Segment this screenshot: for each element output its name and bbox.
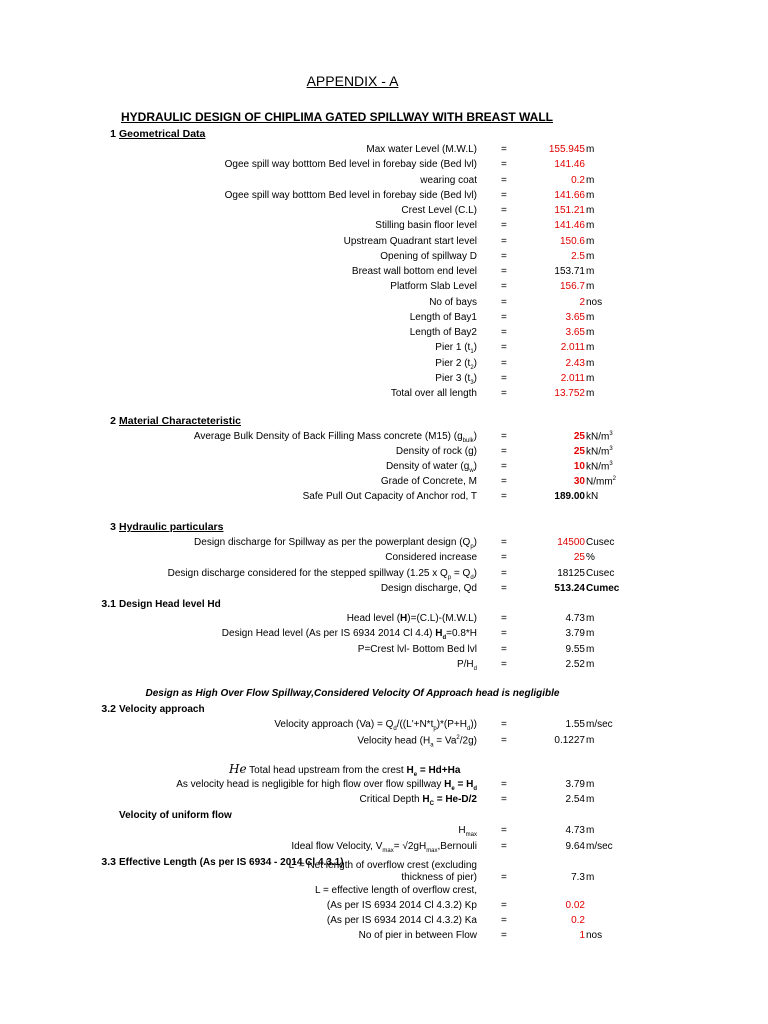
section-3-title: Hydraulic particulars — [119, 521, 224, 533]
unit-text: m — [586, 250, 595, 262]
geo-value: 2.011 — [560, 372, 585, 384]
geo-label — [7, 205, 477, 216]
section-1-title: Geometrical Data — [119, 128, 206, 140]
geo-label — [7, 373, 477, 386]
geo-unit — [586, 358, 594, 369]
equals-sign: = — [501, 461, 507, 472]
equals-sign: = — [501, 613, 507, 624]
equals-sign: = — [501, 327, 507, 338]
equals-sign: = — [501, 281, 507, 293]
section-2-title: Material Characteteristic — [119, 415, 241, 427]
equals-sign: = — [501, 719, 507, 730]
unit-text: Cusec — [586, 537, 615, 548]
label-text: ) — [473, 537, 477, 548]
head-unit: m — [586, 658, 595, 670]
design-note: Design as High Over Flow Spillway,Considered Velocity Of Approach head is negligible — [145, 688, 560, 699]
critical-depth-value: 2.54 — [565, 794, 585, 805]
label-subscript: d — [442, 635, 447, 642]
equals-sign: = — [501, 658, 507, 670]
label-subscript: p — [470, 544, 474, 550]
label-subscript: w — [469, 468, 474, 474]
hyd-label — [7, 583, 477, 594]
velocity-head-value: 0.1227 — [554, 735, 585, 746]
geo-unit — [586, 236, 594, 247]
geo-value: 150.6 — [559, 235, 585, 247]
geo-label — [7, 327, 477, 338]
section-3-number: 3 — [110, 521, 116, 533]
mat-label — [7, 431, 477, 444]
net-length-label-line2: thickness of pier) — [401, 872, 477, 883]
document-subtitle: HYDRAULIC DESIGN OF CHIPLIMA GATED SPILLWAY WITH BREAST WALL — [121, 110, 554, 124]
equals-sign: = — [501, 266, 507, 277]
label-text: Stilling basin floor level — [375, 220, 477, 232]
geo-label — [7, 175, 477, 186]
label-subscript: 1 — [470, 349, 474, 356]
equals-sign: = — [501, 431, 507, 442]
equals-sign: = — [501, 205, 507, 216]
hyd-unit — [586, 552, 595, 563]
hmax-value: 4.73 — [565, 825, 585, 836]
head-label — [7, 659, 477, 672]
label-text: Pier 2 (t — [435, 357, 471, 369]
equals-sign: = — [501, 552, 507, 564]
label-text: Design discharge for Spillway as per the powerplant design (Q — [194, 537, 471, 548]
label-text: Design discharge considered for the stepped spillway (1.25 x Q — [167, 567, 448, 579]
label-subscript: p — [447, 574, 452, 581]
equals-sign: = — [501, 296, 507, 308]
geo-value: 2.43 — [565, 357, 585, 369]
label-text: Density of water (g — [385, 461, 470, 472]
unit-text: N/mm — [586, 476, 613, 488]
section-3-3-number: 3.3 — [101, 856, 116, 868]
equals-sign: = — [501, 388, 507, 399]
label-text: Design discharge, Qd — [380, 582, 477, 594]
label-subscript: d — [473, 665, 477, 672]
hyd-value: 14500 — [557, 537, 585, 548]
mat-label — [7, 461, 477, 474]
label-text: Length of Bay2 — [409, 327, 477, 338]
label-text: ) — [473, 431, 477, 442]
net-length-value: 7.3 — [571, 872, 585, 883]
label-subscript: bulk — [462, 438, 474, 444]
geo-unit — [586, 388, 594, 399]
unit-text: m — [586, 174, 595, 186]
equals-sign: = — [501, 235, 507, 247]
velocity-head-label: Velocity head $(H_a = Va^2/2g)$ — [357, 735, 477, 749]
label-text: =0.8*H — [446, 628, 477, 640]
equals-sign: = — [501, 220, 507, 232]
geo-unit — [586, 220, 594, 231]
geo-unit — [586, 144, 594, 155]
unit-text: m — [586, 281, 595, 293]
unit-text: m — [586, 220, 595, 232]
unit-text: m — [586, 342, 595, 354]
label-text: P/H — [456, 658, 474, 670]
equals-sign: = — [501, 446, 507, 457]
hyd-label — [7, 552, 477, 563]
hyd-label — [7, 537, 477, 550]
geo-unit — [586, 205, 594, 216]
hyd-label — [7, 568, 477, 581]
geo-unit — [586, 190, 594, 201]
geo-label — [7, 159, 477, 170]
mat-unit — [586, 491, 598, 502]
label-text: Head level ( — [346, 613, 401, 624]
ideal-velocity-unit: m/sec — [586, 841, 613, 852]
section-1-number: 1 — [110, 128, 116, 140]
pier-count-value: 1 — [579, 930, 585, 941]
unit-text: m — [586, 372, 595, 384]
equals-sign: = — [501, 537, 507, 548]
label-text: Upstream Quadrant start level — [343, 235, 477, 247]
equals-sign: = — [501, 915, 507, 926]
geo-unit — [586, 266, 594, 277]
unit-text: kN/m — [586, 431, 610, 443]
hmax-label: $H_{max}$ — [458, 825, 477, 838]
mat-unit — [586, 446, 613, 457]
effective-length-label: L = effective length of overflow crest, — [314, 885, 477, 896]
section-3-2-number: 3.2 — [101, 703, 116, 715]
equals-sign: = — [501, 250, 507, 262]
head-label — [7, 613, 477, 624]
label-text: Breast wall bottom end level — [351, 266, 477, 277]
geo-unit — [586, 251, 594, 262]
head-unit: m — [586, 613, 595, 624]
unit-text: kN — [586, 491, 599, 502]
unit-text: m — [586, 235, 595, 247]
section-3-2-title: Velocity approach — [119, 704, 205, 715]
label-text: Crest Level (C.L) — [401, 205, 477, 216]
label-text: ) — [473, 461, 477, 472]
geo-label — [7, 297, 477, 308]
geo-label — [7, 144, 477, 155]
geo-value: 155.945 — [548, 144, 585, 155]
unit-text: kN/m — [586, 461, 610, 473]
geo-label — [7, 236, 477, 247]
label-text: Platform Slab Level — [390, 281, 477, 293]
unit-superscript: 3 — [609, 431, 613, 437]
geo-value: 141.66 — [554, 189, 585, 201]
equals-sign: = — [501, 174, 507, 186]
unit-text: m — [586, 189, 595, 201]
geo-label — [7, 266, 477, 277]
hyd-value: 18125 — [557, 567, 585, 579]
equals-sign: = — [501, 900, 507, 911]
pier-count-label: No of pier in between Flow — [358, 930, 477, 941]
velocity-approach-label: Velocity approach $(Va) = Q_d/((L'+N*t_p)*(P+H_d))$ — [274, 719, 477, 732]
geo-label — [7, 251, 477, 262]
unit-text: m — [586, 205, 595, 216]
label-subscript: d — [470, 574, 474, 581]
uniform-flow-title: Velocity of uniform flow — [119, 810, 232, 821]
unit-text: m — [586, 388, 595, 399]
label-text: Total over all length — [390, 388, 477, 399]
equals-sign: = — [501, 311, 507, 323]
label-text: ) — [473, 342, 477, 354]
label-text: wearing coat — [420, 174, 477, 186]
equals-sign: = — [501, 872, 507, 883]
net-length-label-line1: L' = Net length of overflow crest (excluding — [288, 860, 477, 871]
geo-unit — [586, 373, 594, 384]
section-3-3-title: Effective Length (As per IS 6934 - 2014 Cl 4.3.1) — [119, 857, 344, 868]
equals-sign: = — [501, 372, 507, 384]
hyd-value: 25 — [573, 552, 585, 564]
geo-label — [7, 358, 477, 371]
mat-label — [7, 446, 477, 457]
equals-sign: = — [501, 159, 507, 171]
mat-value: 25 — [573, 446, 585, 457]
mat-value: 189.00 — [554, 491, 585, 502]
mat-value: 25 — [573, 431, 585, 442]
geo-value: 2.5 — [571, 250, 585, 262]
head-value: 9.55 — [565, 643, 585, 655]
mat-unit — [586, 476, 616, 487]
unit-text: m — [586, 266, 595, 277]
unit-superscript: 2 — [612, 476, 617, 482]
label-text: ) — [473, 567, 477, 579]
geo-unit — [586, 297, 602, 308]
label-text: Average Bulk Density of Back Filling Mass concrete (M15) (g — [193, 431, 463, 442]
equals-sign: = — [501, 794, 507, 805]
unit-superscript: 3 — [609, 461, 613, 467]
total-head-line: He Total head upstream from the crest $H_e = Hd+Ha$ — [229, 762, 461, 778]
head-value: 4.73 — [565, 613, 585, 624]
equals-sign: = — [501, 582, 507, 594]
unit-text: nos — [586, 296, 603, 308]
head-value: 3.79 — [565, 628, 585, 640]
pier-count-unit: nos — [586, 930, 603, 941]
ka-value: 0.2 — [571, 915, 585, 926]
unit-text: m — [586, 144, 595, 155]
head-unit: m — [586, 643, 595, 655]
equals-sign: = — [501, 476, 507, 487]
hyd-unit — [586, 583, 619, 594]
label-text: Considered increase — [385, 552, 477, 564]
label-text: Safe Pull Out Capacity of Anchor rod, T — [302, 491, 477, 502]
ideal-velocity-label: Ideal flow Velocity, $V_{max}=$ $√2gH_{max},Bernouli$ — [291, 841, 477, 854]
page-title: APPENDIX - A — [306, 73, 399, 89]
geo-value: 3.65 — [565, 311, 585, 323]
equals-sign: = — [501, 567, 507, 579]
equals-sign: = — [501, 825, 507, 836]
label-text: ) — [473, 372, 477, 384]
geo-unit — [586, 327, 594, 338]
geo-value: 13.752 — [554, 388, 585, 399]
label-text: Pier 3 (t — [435, 372, 471, 384]
mat-label — [7, 476, 477, 487]
label-subscript: 2 — [470, 364, 474, 371]
label-text: = Q — [451, 567, 471, 579]
hyd-value: 513.24 — [554, 582, 585, 594]
label-subscript: 3 — [470, 379, 474, 386]
negligible-head-label: As velocity head is negligible for high flow over flow spillway $H_e = H_d$ — [176, 779, 477, 792]
geo-unit — [586, 281, 594, 292]
section-3-1-number: 3.1 — [101, 598, 116, 610]
kp-label: (As per IS 6934 2014 Cl 4.3.2) Kp — [326, 900, 477, 911]
ideal-velocity-value: 9.64 — [565, 841, 585, 852]
unit-superscript: 3 — [609, 446, 613, 452]
equals-sign: = — [501, 841, 507, 852]
label-text: Pier 1 (t — [435, 342, 471, 354]
label-text: Grade of Concrete, M — [380, 476, 477, 487]
mat-unit — [586, 431, 613, 442]
critical-depth-label: Critical Depth $H_C = He-D/2$ — [359, 794, 477, 807]
velocity-approach-unit: m/sec — [586, 719, 613, 730]
geo-value: 141.46 — [554, 159, 585, 171]
equals-sign: = — [501, 144, 507, 155]
unit-text: Cusec — [586, 567, 615, 579]
geo-value: 0.2 — [571, 174, 585, 186]
geo-value: 153.71 — [554, 266, 585, 277]
geo-label — [7, 220, 477, 231]
label-text: Ogee spill way botttom Bed level in forebay side (Bed lvl) — [224, 189, 477, 201]
label-text: Length of Bay1 — [409, 311, 477, 323]
geo-value: 3.65 — [565, 327, 585, 338]
mat-unit — [586, 461, 613, 472]
unit-text: kN/m — [586, 446, 610, 458]
geo-unit — [586, 342, 594, 353]
hyd-unit — [586, 537, 614, 548]
mat-label — [7, 491, 477, 502]
velocity-head-unit: m — [586, 735, 595, 746]
unit-text: m — [586, 327, 595, 338]
geo-label — [7, 388, 477, 399]
equals-sign: = — [501, 779, 507, 790]
geo-value: 151.21 — [554, 205, 585, 216]
geo-label — [7, 312, 477, 323]
mat-value: 10 — [573, 461, 585, 472]
critical-depth-unit: m — [586, 794, 595, 805]
section-2-number: 2 — [110, 415, 116, 427]
kp-value: 0.02 — [565, 900, 585, 911]
label-text: Opening of spillway D — [380, 250, 477, 262]
equals-sign: = — [501, 628, 507, 640]
negligible-head-value: 3.79 — [565, 779, 585, 790]
hmax-unit: m — [586, 825, 595, 836]
geo-value: 156.7 — [559, 281, 585, 293]
equals-sign: = — [501, 357, 507, 369]
net-length-unit: m — [586, 872, 595, 883]
label-text: No of bays — [429, 296, 477, 308]
hyd-unit — [586, 568, 614, 579]
velocity-approach-value: 1.55 — [565, 719, 585, 730]
equals-sign: = — [501, 643, 507, 655]
equals-sign: = — [501, 342, 507, 354]
equals-sign: = — [501, 189, 507, 201]
equals-sign: = — [501, 491, 507, 502]
unit-text: m — [586, 311, 595, 323]
label-text: ) — [473, 357, 477, 369]
geo-value: 2.011 — [560, 342, 585, 354]
label-text: Density of rock (g) — [395, 446, 477, 457]
label-text: Design Head level (As per IS 6934 2014 Cl 4.4) — [221, 628, 436, 640]
unit-text: % — [586, 552, 595, 564]
geo-label — [7, 281, 477, 292]
section-3-1-title: Design Head level Hd — [119, 599, 221, 610]
unit-text: Cumec — [586, 582, 620, 594]
unit-text: m — [586, 357, 595, 369]
geo-value: 141.46 — [554, 220, 585, 232]
head-label — [7, 644, 477, 655]
he-symbol: He — [229, 762, 247, 776]
negligible-head-unit: m — [586, 779, 595, 790]
head-unit: m — [586, 628, 595, 640]
label-text: P=Crest lvl- Bottom Bed lvl — [357, 643, 477, 655]
geo-label — [7, 190, 477, 201]
geo-unit — [586, 312, 594, 323]
label-text: )=(C.L)-(M.W.L) — [407, 613, 477, 624]
label-symbol: H — [435, 628, 443, 640]
geo-unit — [586, 175, 594, 186]
head-label — [7, 628, 477, 641]
geo-value: 2 — [579, 296, 585, 308]
head-value: 2.52 — [565, 658, 585, 670]
label-text: Max water Level (M.W.L) — [366, 144, 477, 155]
geo-label — [7, 342, 477, 355]
equals-sign: = — [501, 930, 507, 941]
ka-label: (As per IS 6934 2014 Cl 4.3.2) Ka — [326, 915, 477, 926]
label-text: Ogee spill way botttom Bed level in forebay side (Bed lvl) — [224, 159, 477, 171]
mat-value: 30 — [573, 476, 585, 487]
label-symbol: H — [400, 613, 408, 624]
equals-sign: = — [501, 735, 507, 746]
